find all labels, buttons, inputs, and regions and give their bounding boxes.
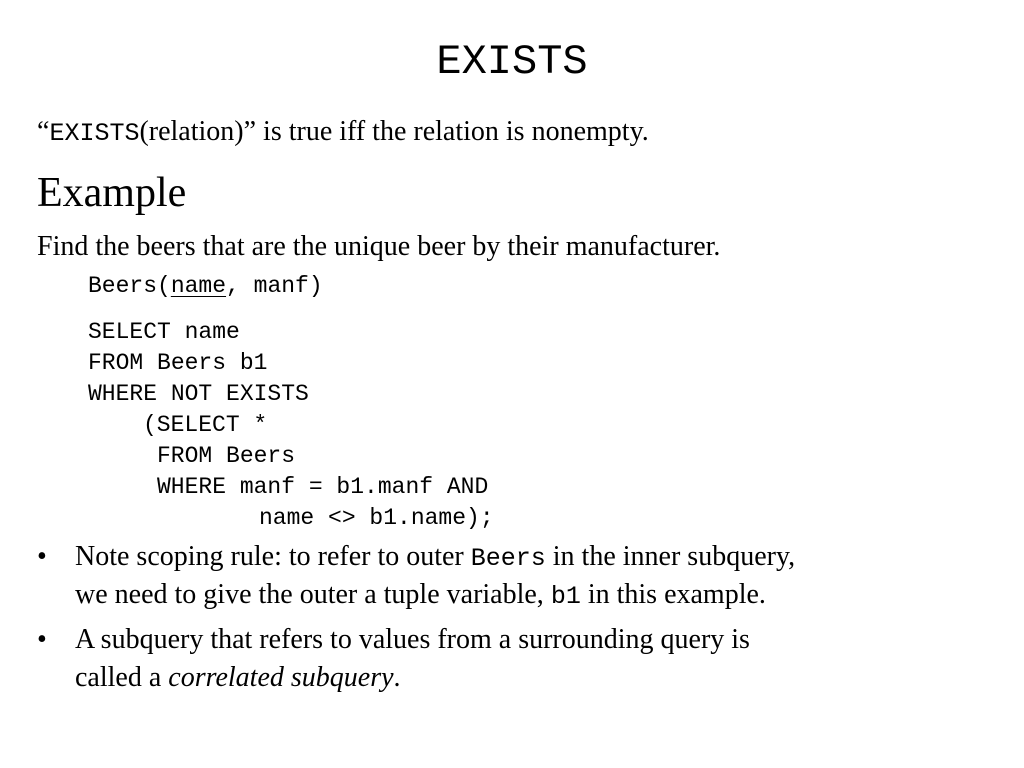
bullet-text: A subquery that refers to values from a surrounding query is — [75, 624, 750, 655]
code-line: (SELECT * — [143, 412, 268, 438]
intro-line — [37, 112, 649, 154]
bullet-correlated-subquery — [37, 621, 997, 701]
intro-open-quote: “ — [37, 116, 50, 147]
bullet-scoping-rule — [37, 538, 997, 618]
code-line: SELECT name — [88, 319, 240, 345]
bullet-text: called a correlated subquery. — [75, 662, 401, 693]
code-line: WHERE NOT EXISTS — [88, 381, 309, 407]
code-line: name <> b1.name); — [259, 505, 494, 531]
bullet-text: we need to give the outer a tuple variable, b1 in this example. — [75, 579, 766, 611]
schema-prefix: Beers( — [88, 273, 171, 299]
schema-key-attribute: name — [170, 273, 227, 299]
code-line: FROM Beers — [157, 443, 296, 469]
inline-code: Beers — [470, 544, 546, 573]
inline-code: b1 — [550, 582, 581, 611]
bullet-marker: • — [37, 624, 47, 655]
emphasized-term: correlated subquery — [168, 662, 394, 693]
slide-title: EXISTS — [436, 38, 588, 86]
bullet-text: Note scoping rule: to refer to outer Beers in the inner subquery, — [75, 541, 796, 573]
bullet-marker: • — [37, 541, 47, 572]
intro-keyword: EXISTS — [49, 119, 140, 148]
code-line: WHERE manf = b1.manf AND — [157, 474, 489, 500]
schema-suffix: , manf) — [226, 273, 323, 299]
schema-line — [88, 270, 323, 302]
code-line: FROM Beers b1 — [88, 350, 268, 376]
intro-rest: (relation)” is true iff the relation is nonempty. — [139, 116, 649, 147]
example-heading: Example — [37, 170, 187, 216]
task-description: Find the beers that are the unique beer by their manufacturer. — [37, 231, 721, 262]
